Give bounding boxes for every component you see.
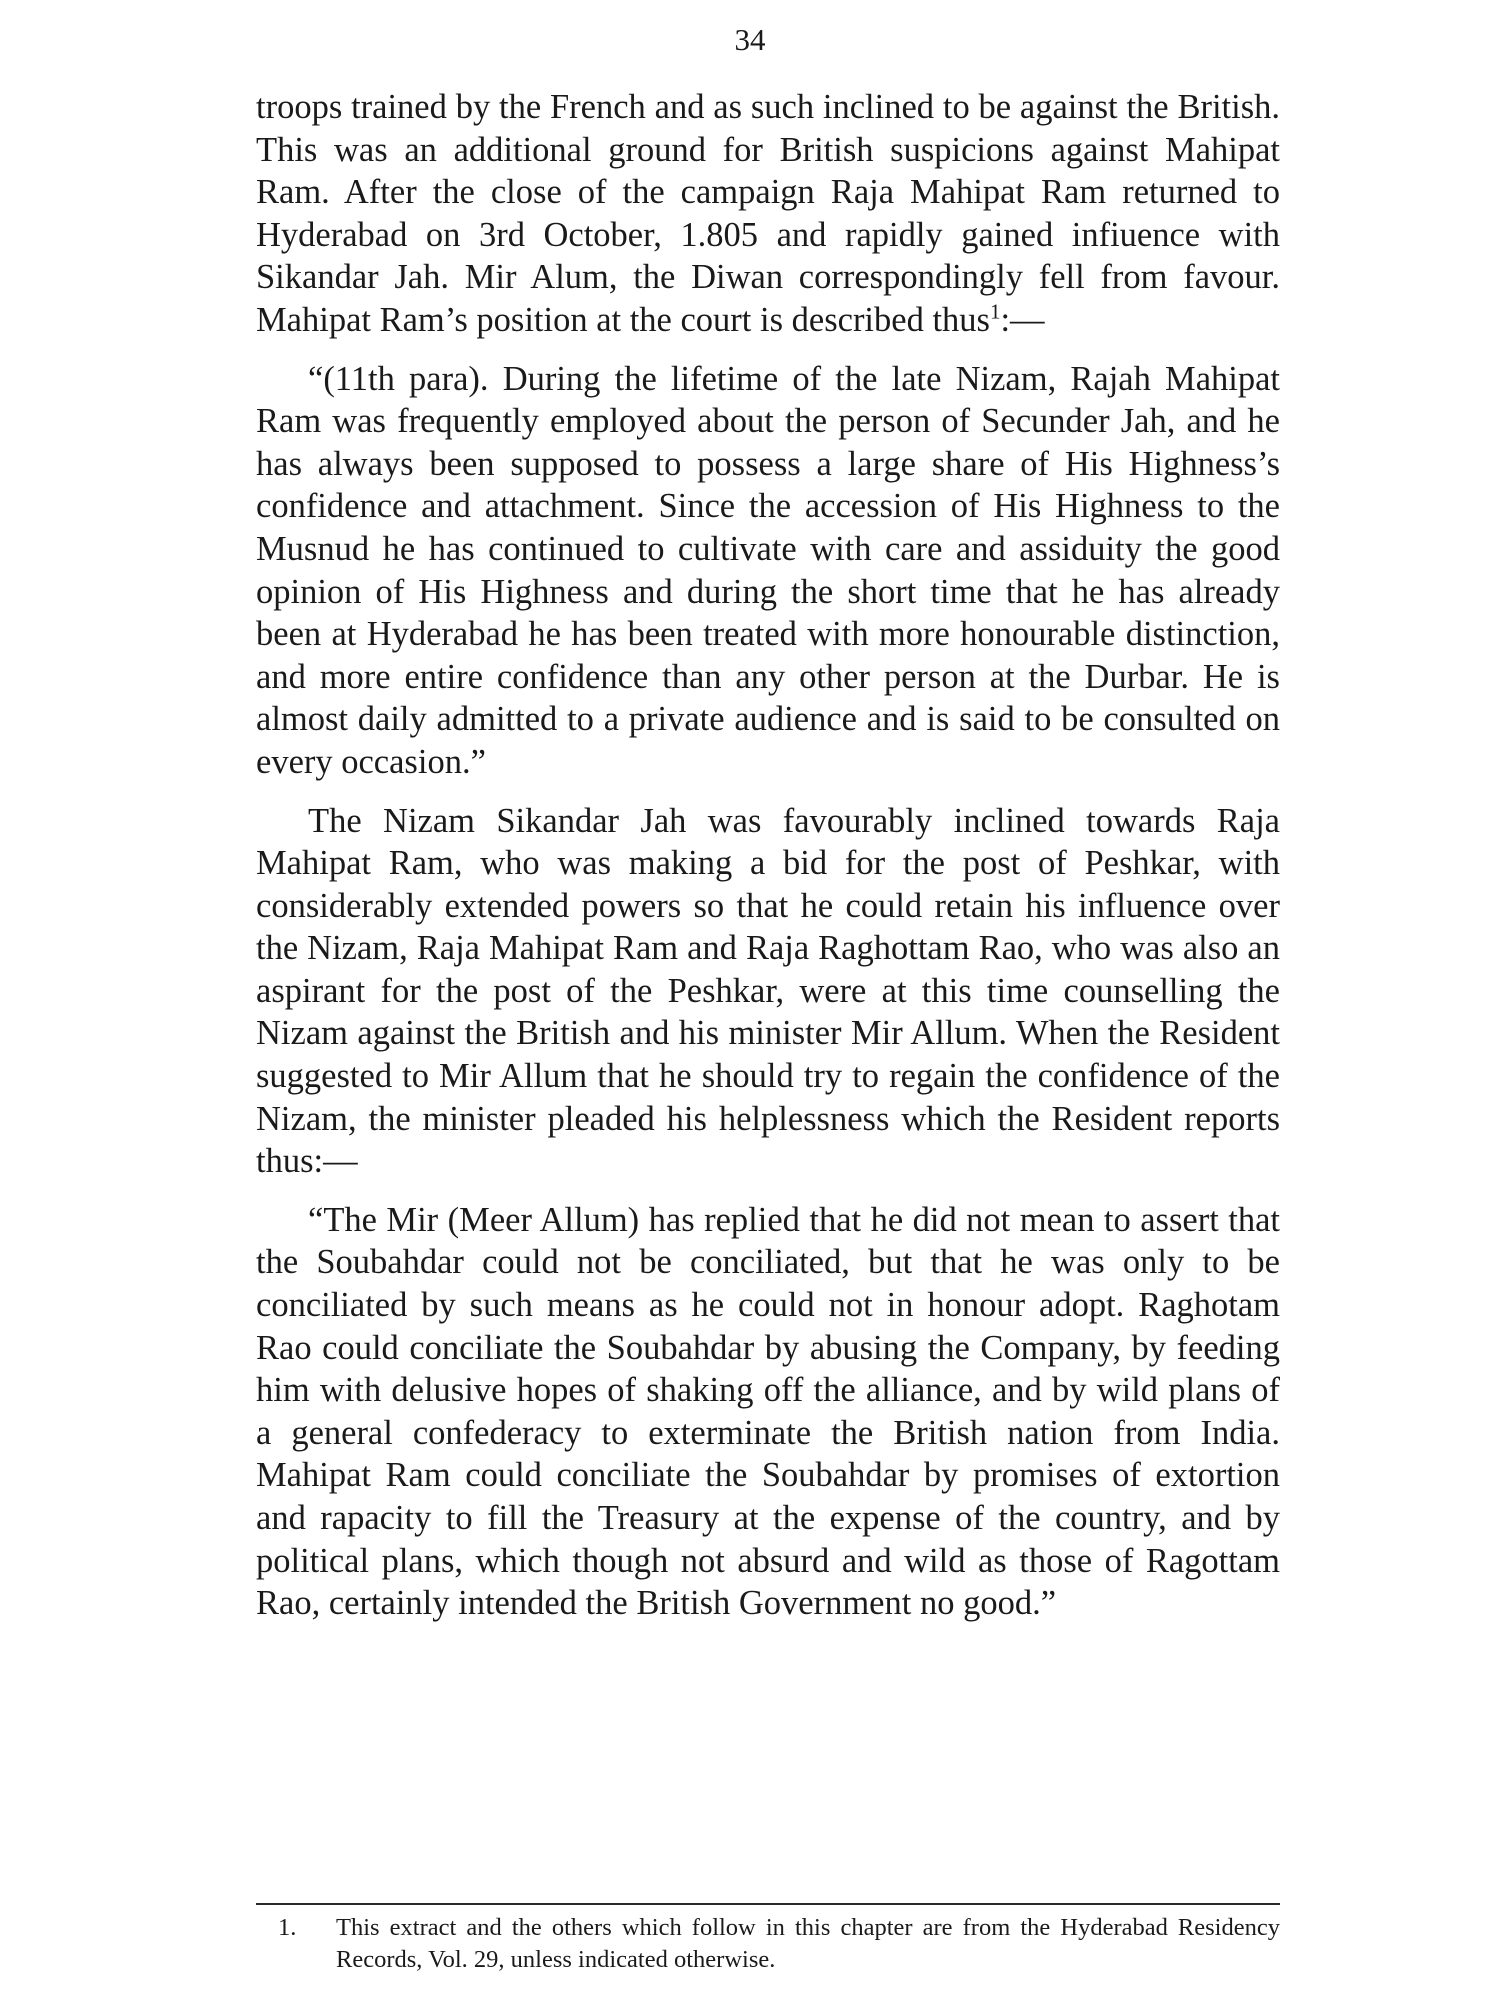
paragraph-1-text: troops trained by the French and as such inclined to be against the British. This was an additional ground for British suspicions against Mahipat Ram. After the close of the campaign Raja Mahipat Ram returned to Hyderabad on 3rd October, 1.805 and rapidly gained infiuence with Sikandar Jah. Mir Alum, the Diwan correspondingly fell from favour. Mahipat Ram’s position at the court is described thus — [256, 88, 1280, 339]
paragraph-1-tail: :— — [1000, 300, 1045, 339]
footnote — [256, 1912, 1280, 1976]
paragraph-3-text: The Nizam Sikandar Jah was favourably inclined towards Raja Mahipat Ram, who was making a bid for the post of Peshkar, with considerably extended powers so that he could retain his influence over the Nizam, Raja Mahipat Ram and Raja Raghottam Rao, who was also an aspirant for the post of the Peshkar, were at this time counselling the Nizam against the British and his minister Mir Allum. When the Resident suggested to Mir Allum that he should try to regain the confidence of the Nizam, the minister pleaded his helplessness which the Resident reports thus:— — [256, 801, 1280, 1181]
paragraph-2-text: “(11th para). During the lifetime of the late Nizam, Rajah Mahipat Ram was frequently employed about the person of Secunder Jah, and he has always been supposed to possess a large share of His Highness’s confidence and attachment. Since the accession of His Highness to the Musnud he has continued to cultivate with care and assiduity the good opinion of His Highness and during the short time that he has already been at Hyderabad he has been treated with more honourable distinction, and more entire confidence than any other person at the Durbar. He is almost daily admitted to a private audience and is said to be consulted on every occasion.” — [256, 359, 1280, 781]
paragraph-1 — [256, 86, 1280, 342]
body-text — [256, 86, 1280, 1625]
footnote-reference: 1 — [989, 299, 1001, 324]
paragraph-2-quote — [256, 358, 1280, 784]
footnote-text: This extract and the others which follow in this chapter are from the Hyderabad Residency Records, Vol. 29, unless indicated otherwise. — [336, 1914, 1280, 1973]
paragraph-3 — [256, 800, 1280, 1183]
footnote-marker: 1. — [278, 1914, 297, 1941]
page-number: 34 — [734, 22, 766, 57]
paragraph-4-quote — [256, 1199, 1280, 1625]
paragraph-4-text: “The Mir (Meer Allum) has replied that he did not mean to assert that the Soubahdar could not be conciliated, but that he was only to be conciliated by such means as he could not in honour adopt. Raghotam Rao could conciliate the Soubahdar by abusing the Company, by feeding him with delusive hopes of shaking off the alliance, and by wild plans of a general confederacy to exterminate the British nation from India. Mahipat Ram could conciliate the Soubahdar by promises of extortion and rapacity to fill the Treasury at the expense of the country, and by political plans, which though not absurd and wild as those of Ragottam Rao, certainly intended the British Government no good.” — [256, 1200, 1280, 1623]
footnote-divider — [256, 1903, 1280, 1905]
